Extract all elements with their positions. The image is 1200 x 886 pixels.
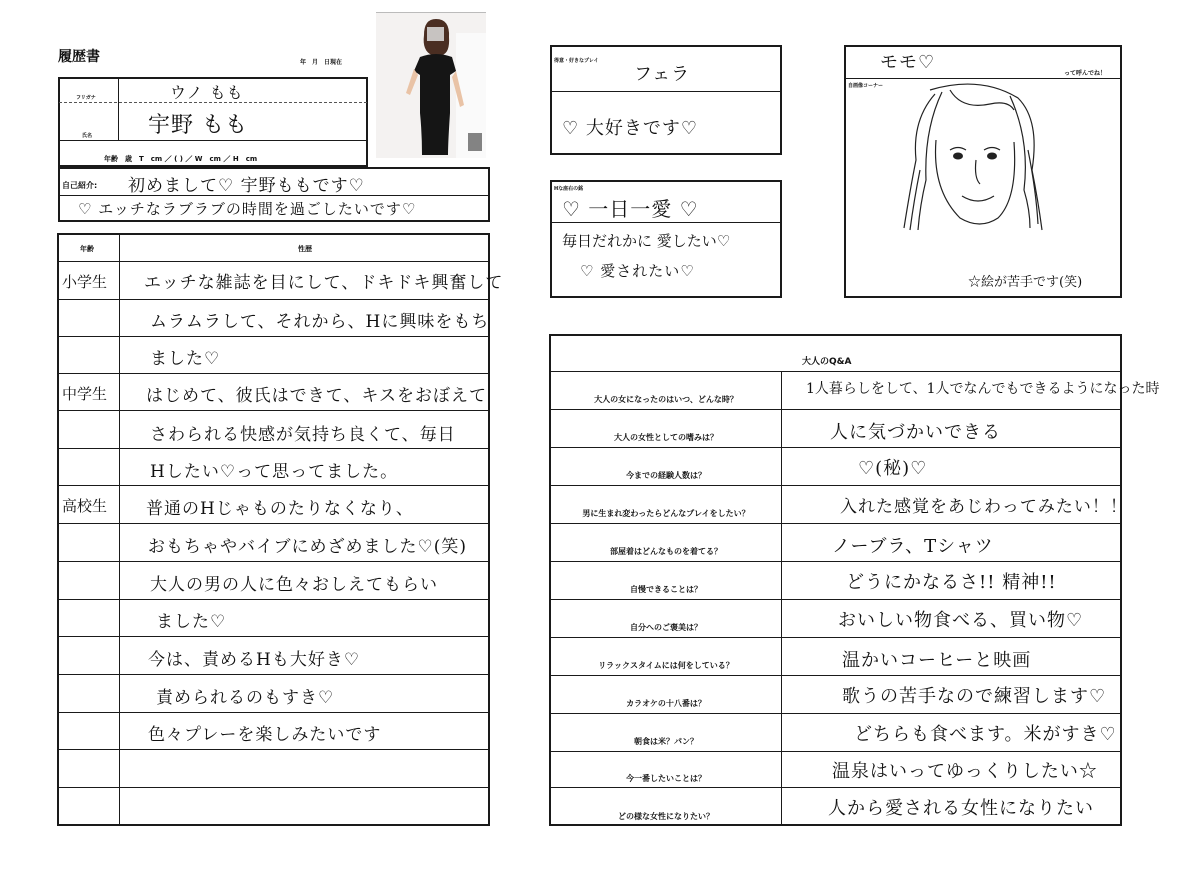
qa-row [550, 600, 1121, 638]
qa-row [550, 676, 1121, 714]
history-age: 小学生 [62, 273, 108, 291]
qa-answer: ♡(秘)♡ [858, 458, 928, 479]
qa-question: カラオケの十八番は？ [626, 699, 706, 708]
history-entry: ました♡ [150, 349, 221, 369]
qa-question: 自分へのご褒美は？ [630, 623, 702, 632]
profile-photo [376, 12, 486, 158]
qa-question: 自慢できることは？ [630, 585, 702, 594]
motto-value: ♡ 一日一愛 ♡ [562, 197, 699, 221]
qa-answer: 温泉はいってゆっくりしたい☆ [832, 761, 1098, 782]
history-col-history: 性歴 [298, 245, 312, 253]
history-entry: Hしたい♡って思ってました。 [150, 462, 399, 482]
portrait-name: モモ♡ [880, 52, 936, 73]
qa-answer: どうにかなるさ!! 精神!! [846, 572, 1057, 593]
history-entry: ムラムラして、それから、Hに興味をもち [150, 312, 490, 332]
qa-question: 今までの経験人数は？ [626, 471, 706, 480]
intro-label: 自己紹介: [62, 181, 98, 190]
qa-question: 大人の女性としての嗜みは？ [614, 433, 718, 442]
qa-question: 大人の女になったのはいつ、どんな時？ [594, 395, 738, 404]
self-portrait-drawing [890, 80, 1060, 240]
resume-title: 履歴書 [58, 49, 100, 65]
history-age: 中学生 [62, 385, 108, 403]
portrait-corner-label: 自画像コーナー [848, 83, 884, 89]
qa-answer: ノーブラ、Tシャツ [832, 536, 994, 557]
qa-answer: 歌うの苦手なので練習します♡ [842, 686, 1107, 707]
qa-row [550, 410, 1121, 448]
history-age: 高校生 [62, 497, 108, 515]
history-entry: 色々プレーを楽しみたいです [148, 725, 382, 745]
qa-row [550, 752, 1121, 788]
qa-answer: 人に気づかいできる [830, 422, 1001, 443]
motto-line-1: 毎日だれかに 愛したい♡ [562, 232, 731, 250]
furigana-value: ウノ もも [170, 83, 244, 102]
qa-row [550, 486, 1128, 524]
qa-row [550, 372, 1160, 410]
qa-row [550, 714, 1121, 752]
intro-line-1: 初めまして♡ 宇野ももです♡ [128, 176, 365, 196]
qa-question: 今一番したいことは？ [626, 774, 706, 783]
favorite-play-comment: ♡ 大好きです♡ [562, 118, 698, 139]
portrait-suffix: って呼んでね！ [1064, 70, 1107, 77]
history-entry: 今は、責めるHも大好き♡ [148, 650, 361, 670]
name-label: 氏名 [82, 133, 93, 139]
qa-row [550, 788, 1121, 825]
furigana-label: フリガナ [76, 95, 96, 101]
qa-answer: おいしい物食べる、買い物♡ [838, 610, 1084, 631]
history-entry: おもちゃやバイブにめざめました♡(笑) [148, 537, 467, 557]
qa-answer: 温かいコーヒーと映画 [842, 650, 1032, 671]
history-entry: 大人の男の人に色々おしえてもらい [150, 575, 438, 595]
date-labels: 年 月 日現在 [300, 59, 343, 66]
qa-row [550, 524, 1121, 562]
qa-row [550, 448, 1121, 486]
history-entry: はじめて、彼氏はできて、キスをおぼえて [146, 386, 487, 406]
qa-question: 部屋着はどんなものを着てる？ [610, 547, 722, 556]
body-stats: 年齢 歳 T cm ／ ( ) ／ W cm ／ H cm [104, 155, 258, 163]
qa-question: どの様な女性になりたい？ [618, 812, 714, 821]
qa-answer: 1人暮らしをして、1人でなんでもできるようになった時 [806, 381, 1160, 397]
motto-line-2: ♡ 愛されたい♡ [580, 262, 695, 280]
qa-answer: どちらも食べます。米がすき♡ [854, 724, 1117, 745]
intro-line-2: ♡ エッチなラブラブの時間を過ごしたいです♡ [78, 200, 417, 218]
qa-answer: 人から愛される女性になりたい [828, 798, 1094, 819]
favorite-play-label: 得意・好きなプレイ [554, 58, 599, 64]
motto-label: Hな座右の銘 [554, 186, 584, 192]
history-entry: さわられる快感が気持ち良くて、毎日 [150, 425, 456, 445]
history-entry: 責められるのもすき♡ [156, 688, 335, 708]
qa-answer: 入れた感覚をあじわってみたい！！ [840, 497, 1128, 517]
qa-question: 朝食は米？パン？ [634, 737, 698, 746]
name-value: 宇野 もも [148, 113, 248, 138]
portrait-note: ☆絵が苦手です(笑) [968, 275, 1083, 290]
qa-question: リラックスタイムには何をしている？ [598, 661, 734, 670]
history-entry: ました♡ [156, 612, 227, 632]
qa-title: 大人のQ&A [802, 357, 852, 367]
favorite-play-value: フェラ [634, 64, 691, 85]
qa-row [550, 562, 1121, 600]
history-col-age: 年齢 [80, 245, 94, 253]
qa-question: 男に生まれ変わったらどんなプレイをしたい？ [582, 509, 750, 518]
resume-page-left [0, 0, 520, 886]
history-entry: エッチな雑誌を目にして、ドキドキ興奮して [144, 273, 504, 293]
qa-row [550, 638, 1121, 676]
history-entry: 普通のHじゃものたりなくなり、 [146, 499, 414, 519]
